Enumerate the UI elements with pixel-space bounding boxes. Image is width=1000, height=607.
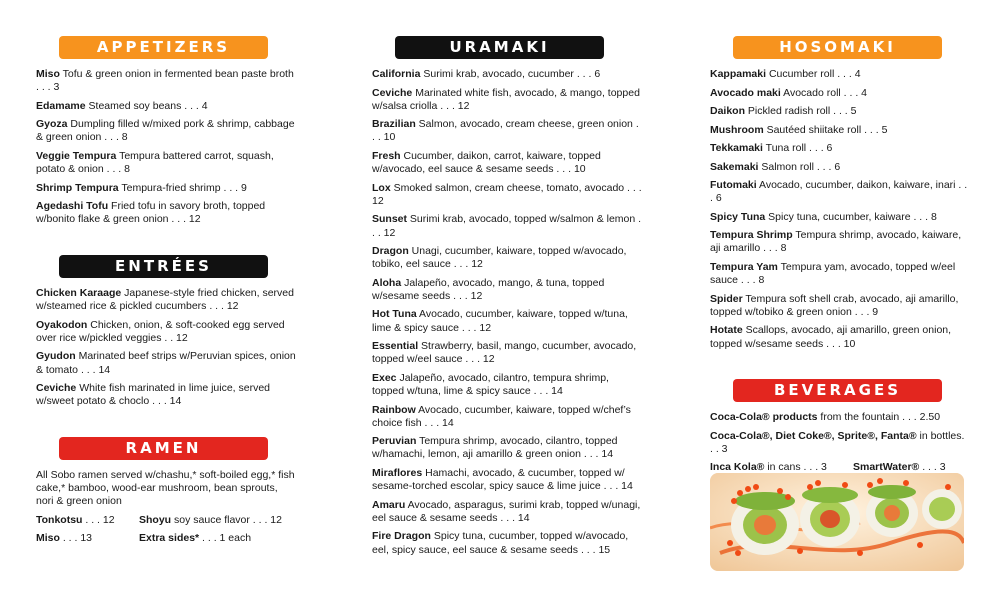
sushi-photo: [710, 473, 964, 571]
ramen-item: Miso . . . 13: [36, 531, 93, 544]
sushi-roll-image: [710, 473, 964, 571]
uramaki-list: [372, 68, 642, 562]
hosomaki-item: [710, 68, 968, 81]
appetizer-item-desc: Tofu & green onion in fermented bean paste broth . . . 3: [36, 68, 294, 94]
uramaki-item-desc: Marinated white fish, avocado, & mango, topped w/salsa criolla . . . 12: [372, 86, 640, 112]
hosomaki-item-desc: Avocado roll . . . 4: [780, 86, 868, 99]
uramaki-item: [372, 118, 642, 144]
uramaki-item: [372, 435, 642, 461]
uramaki-item-name: Lox: [372, 181, 391, 194]
appetizer-item: [36, 118, 298, 144]
uramaki-item-name: Hot Tuna: [372, 308, 417, 321]
uramaki-item-desc: Jalapeño, avocado, mango, & tuna, topped w/sesame seeds . . . 12: [372, 276, 605, 302]
ramen-intro: All Sobo ramen served w/chashu,* soft-boiled egg,* fish cake,* bamboo, wood-ear mushroom, bean sprouts, nori & green onion: [36, 469, 295, 508]
appetizer-item: [36, 150, 298, 176]
hosomaki-item-desc: Scallops, avocado, aji amarillo, green onion, topped w/sesame seeds . . . 10: [710, 324, 952, 350]
uramaki-item: [372, 150, 642, 176]
hosomaki-item: [710, 324, 968, 350]
appetizer-item-desc: Fried tofu in savory broth, topped w/bonito flake & green onion . . . 12: [36, 200, 266, 226]
appetizer-item-desc: Steamed soy beans . . . 4: [85, 99, 208, 112]
uramaki-item: [372, 68, 642, 81]
hosomaki-list: [710, 68, 968, 356]
uramaki-item: [372, 404, 642, 430]
ramen-row: [36, 514, 298, 527]
uramaki-item-desc: Cucumber, daikon, carrot, kaiware, topped w/avocado, eel sauce & sesame seeds . . . 10: [372, 149, 601, 176]
uramaki-item-desc: Spicy tuna, cucumber, topped w/avocado, eel, spicy sauce, eel sauce & sesame seeds . . . 15: [372, 530, 629, 556]
uramaki-item-name: Essential: [372, 340, 419, 353]
uramaki-item-name: Brazilian: [372, 118, 416, 131]
uramaki-item-name: Miraflores: [372, 466, 423, 479]
hosomaki-item-desc: Salmon roll . . . 6: [758, 160, 841, 173]
hosomaki-item-desc: Tempura shrimp, avocado, kaiware, aji amarillo . . . 8: [710, 229, 962, 255]
appetizer-item: [36, 200, 298, 226]
uramaki-item-desc: Unagi, cucumber, kaiware, topped w/avocado, tobiko, eel sauce . . . 12: [372, 245, 627, 271]
appetizer-item: [36, 100, 298, 113]
uramaki-item: [372, 467, 642, 493]
entree-item-name: Gyudon: [36, 350, 76, 363]
hosomaki-item-name: Spider: [710, 292, 743, 305]
uramaki-item-desc: Surimi krab, avocado, cucumber . . . 6: [420, 68, 601, 80]
uramaki-item-desc: Surimi krab, avocado, topped w/salmon & lemon . . . 12: [372, 213, 642, 239]
hosomaki-item: [710, 293, 968, 319]
uramaki-item-name: Peruvian: [372, 435, 417, 448]
uramaki-item-name: Fresh: [372, 149, 401, 162]
hosomaki-item-desc: Tempura yam, avocado, topped w/eel sauce . . . 8: [710, 260, 956, 287]
uramaki-item: [372, 308, 642, 334]
uramaki-item-desc: Salmon, avocado, cream cheese, green onion . . . 10: [372, 118, 639, 144]
entrees-heading: ENTRÉES: [59, 255, 268, 278]
hosomaki-item-name: Hotate: [710, 324, 743, 337]
uramaki-item: [372, 372, 642, 398]
appetizer-item-desc: Tempura battered carrot, squash, potato & onion . . . 8: [36, 149, 274, 176]
entrees-list: [36, 287, 298, 414]
uramaki-item-desc: Avocado, asparagus, surimi krab, topped w/unagi, eel sauce & sesame seeds . . . 14: [372, 498, 641, 524]
entree-item-name: Ceviche: [36, 382, 77, 395]
entree-item-desc: White fish marinated in lime juice, served w/sweet potato & choclo . . . 14: [36, 382, 271, 408]
appetizer-item-name: Edamame: [36, 99, 86, 112]
hosomaki-item-name: Futomaki: [710, 179, 757, 191]
entree-item: [36, 350, 298, 376]
uramaki-item-desc: Jalapeño, avocado, cilantro, tempura shrimp, topped w/tuna, lime & spicy sauce . . . 14: [372, 371, 609, 398]
entree-item-desc: Japanese-style fried chicken, served w/steamed rice & pickled cucumbers . . . 12: [36, 287, 294, 313]
hosomaki-item: [710, 161, 968, 174]
appetizer-item-desc: Tempura-fried shrimp . . . 9: [118, 181, 247, 194]
appetizers-heading: APPETIZERS: [59, 36, 268, 59]
hosomaki-item-desc: Avocado, cucumber, daikon, kaiware, inari . . . 6: [710, 179, 968, 205]
hosomaki-item-name: Mushroom: [710, 123, 764, 136]
uramaki-item-desc: Avocado, cucumber, kaiware, topped w/tuna, lime & spicy sauce . . . 12: [372, 308, 628, 334]
hosomaki-heading: HOSOMAKI: [733, 36, 942, 59]
uramaki-item: [372, 499, 642, 525]
hosomaki-item-desc: Cucumber roll . . . 4: [766, 68, 861, 80]
hosomaki-item: [710, 211, 968, 224]
beverage-item: SmartWater® . . . 3: [853, 461, 946, 474]
uramaki-item: [372, 182, 642, 208]
hosomaki-item-desc: Sautéed shiitake roll . . . 5: [763, 123, 888, 136]
uramaki-item-name: Fire Dragon: [372, 530, 431, 543]
beverage-item: Coca-Cola®, Diet Coke®, Sprite®, Fanta® in bottles. . . 3: [710, 429, 965, 455]
uramaki-item-desc: Strawberry, basil, mango, cucumber, avocado, topped w/eel sauce . . . 12: [372, 340, 637, 366]
hosomaki-item-desc: Tuna roll . . . 6: [762, 142, 833, 154]
hosomaki-item: [710, 179, 968, 205]
uramaki-item-desc: Smoked salmon, cream cheese, tomato, avocado . . . 12: [372, 181, 642, 207]
hosomaki-item-name: Daikon: [710, 105, 746, 117]
appetizer-item: [36, 68, 298, 94]
ramen-item: Tonkotsu . . . 12: [36, 513, 115, 526]
hosomaki-item: [710, 124, 968, 137]
hosomaki-item-name: Kappamaki: [710, 68, 767, 80]
hosomaki-item-name: Tempura Yam: [710, 260, 778, 273]
appetizer-item-name: Shrimp Tempura: [36, 181, 119, 194]
uramaki-item-name: Dragon: [372, 245, 409, 258]
uramaki-item-desc: Avocado, cucumber, kaiware, topped w/chef’s choice fish . . . 14: [372, 403, 631, 429]
uramaki-item-name: Ceviche: [372, 86, 413, 99]
hosomaki-item: [710, 229, 968, 255]
uramaki-item: [372, 340, 642, 366]
entree-item-name: Oyakodon: [36, 318, 88, 331]
entree-item: [36, 319, 298, 345]
uramaki-heading: URAMAKI: [395, 36, 604, 59]
hosomaki-item-name: Sakemaki: [710, 160, 759, 173]
entree-item: [36, 287, 298, 313]
uramaki-item: [372, 277, 642, 303]
hosomaki-item-name: Tempura Shrimp: [710, 229, 793, 242]
hosomaki-item: [710, 87, 968, 100]
uramaki-item: [372, 87, 642, 113]
hosomaki-item-name: Spicy Tuna: [710, 210, 766, 223]
uramaki-item: [372, 245, 642, 271]
beverage-item: Coca-Cola® products from the fountain . . . 2.50: [710, 411, 941, 423]
uramaki-item-name: Amaru: [372, 498, 406, 511]
appetizer-item-name: Miso: [36, 68, 60, 80]
appetizer-item-desc: Dumpling filled w/mixed pork & shrimp, cabbage & green onion . . . 8: [36, 118, 295, 144]
appetizers-list: [36, 68, 298, 232]
ramen-item: Shoyu soy sauce flavor . . . 12: [139, 513, 282, 526]
uramaki-item-desc: Tempura shrimp, avocado, cilantro, topped w/hamachi, lemon, aji amarillo & green onion . . . 14: [372, 435, 618, 461]
hosomaki-item-desc: Spicy tuna, cucumber, kaiware . . . 8: [765, 210, 937, 223]
appetizer-item: [36, 182, 298, 195]
uramaki-item-name: California: [372, 68, 421, 80]
uramaki-item-name: Sunset: [372, 213, 408, 226]
hosomaki-item-name: Avocado maki: [710, 86, 781, 99]
entree-item-desc: Marinated beef strips w/Peruvian spices, onion & tomato . . . 14: [36, 350, 296, 376]
entree-item: [36, 382, 298, 408]
uramaki-item-name: Exec: [372, 371, 397, 384]
ramen-row: [36, 532, 298, 545]
hosomaki-item: [710, 261, 968, 287]
beverages-heading: BEVERAGES: [733, 379, 942, 402]
beverage-item: Inca Kola® in cans . . . 3: [710, 461, 827, 474]
beverages-section: [710, 411, 968, 479]
hosomaki-item-name: Tekkamaki: [710, 142, 763, 154]
hosomaki-item-desc: Pickled radish roll . . . 5: [745, 105, 857, 117]
ramen-section: [36, 469, 298, 550]
hosomaki-item: [710, 105, 968, 118]
ramen-item: Extra sides* . . . 1 each: [139, 531, 252, 544]
uramaki-item: [372, 213, 642, 239]
entree-item-name: Chicken Karaage: [36, 287, 122, 299]
uramaki-item-name: Rainbow: [372, 403, 416, 416]
hosomaki-item: [710, 142, 968, 155]
ramen-heading: RAMEN: [59, 437, 268, 460]
entree-item-desc: Chicken, onion, & soft-cooked egg served over rice w/pickled veggies . . 12: [36, 318, 285, 344]
appetizer-item-name: Veggie Tempura: [36, 149, 117, 162]
uramaki-item-desc: Hamachi, avocado, & cucumber, topped w/ sesame-torched escolar, spicy sauce & lime juice . . . 14: [372, 466, 633, 493]
appetizer-item-name: Gyoza: [36, 118, 68, 131]
uramaki-item-name: Aloha: [372, 276, 402, 289]
hosomaki-item-desc: Tempura soft shell crab, avocado, aji amarillo, topped w/tobiko & green onion . . . 9: [710, 292, 959, 318]
appetizer-item-name: Agedashi Tofu: [36, 200, 109, 213]
uramaki-item: [372, 530, 642, 556]
